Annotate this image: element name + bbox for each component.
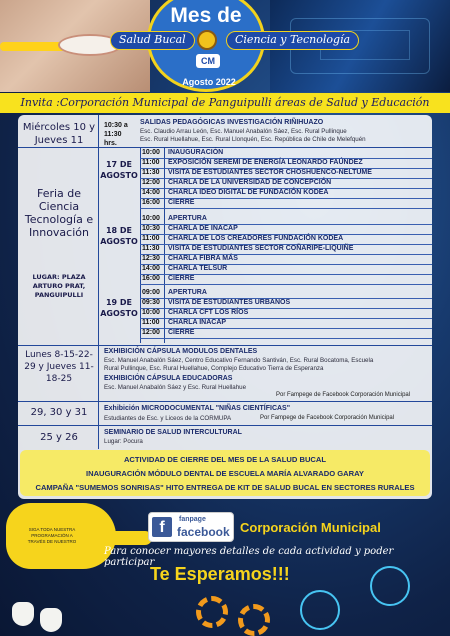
facebook-fanpage-link[interactable] <box>148 512 234 542</box>
schools-s1-line2: Esc. Rural Huellahue, Esc. Rural Llonquén, Esc. República de Chile de Melefquén <box>140 136 366 143</box>
fanpage-note-s3: Por Fampege de Facebook Corporación Municipal <box>276 392 411 398</box>
schedule-event: CIERRE <box>168 275 195 282</box>
schedule-event: CHARLA FIBRA MÁS <box>168 255 238 262</box>
event-s3-title2: EXHIBICIÓN CÁPSULA EDUCADORAS <box>104 375 233 382</box>
schedule-event: VISITA DE ESTUDIANTES URBANOS <box>168 299 291 306</box>
schools-s3-line1: Esc. Manuel Anabalón Sáez, Centro Educativo Fernando Santiván, Esc. Rural Bocatoma, Escuela <box>104 357 374 364</box>
schedule-time: 16:00 <box>142 275 160 282</box>
schedule-event: CHARLA CFT LOS RÍOS <box>168 309 249 316</box>
date-s4: 29, 30 y 31 <box>30 407 88 418</box>
schedule-event: CHARLA DE INACAP <box>168 225 238 232</box>
schedule-event: CHARLA INACAP <box>168 319 227 326</box>
divider <box>98 115 99 347</box>
students-s4: Estudiantes de Esc. y Liceos de la CORMUPA <box>104 415 232 422</box>
schedule-time: 10:00 <box>142 309 160 316</box>
tooth-icon <box>40 608 62 632</box>
fanpage-label: fanpage <box>179 516 206 523</box>
divider <box>18 425 432 426</box>
schedule-event: INAUGURACIÓN <box>168 149 224 156</box>
divider <box>98 425 99 449</box>
schedule-time: 11:00 <box>142 319 160 326</box>
divider <box>98 345 99 401</box>
schedule-time: 16:00 <box>142 199 160 206</box>
corporacion-label: Corporación Municipal <box>240 520 381 535</box>
schedule-time: 11:00 <box>142 235 160 242</box>
facebook-icon: f <box>152 517 172 537</box>
schedule-time: 12:00 <box>142 329 160 336</box>
schedule-time: 11:30 <box>142 245 160 252</box>
feria-lugar: LUGAR: PLAZA ARTURO PRAT, PANGUIPULLI <box>32 273 86 299</box>
gear-icon <box>196 596 228 628</box>
schedule-event: CIERRE <box>168 329 195 336</box>
divider <box>18 401 432 402</box>
divider <box>98 401 99 425</box>
date-18-agosto: 18 DE AGOSTO <box>100 226 138 246</box>
closing-banner <box>20 450 430 496</box>
schedule-time: 12:30 <box>142 255 160 262</box>
schedule-event: EXPOSICIÓN SEREMI DE ENERGÍA LEONARDO FAÚNDEZ <box>168 159 363 166</box>
schedule-event: APERTURA <box>168 289 207 296</box>
schedule-time: 09:00 <box>142 289 160 296</box>
schedule-event: APERTURA <box>168 215 207 222</box>
event-s4: Exhibición MICRODOCUMENTAL "NIÑAS CIENTÍFICAS" <box>104 405 291 412</box>
schedule-event: CHARLA TELSUR <box>168 265 228 272</box>
divider <box>140 147 141 343</box>
closing-line-2: INAUGURACIÓN MÓDULO DENTAL DE ESCUELA MARÍA ALVARADO GARAY <box>85 469 364 478</box>
schedule-board <box>18 115 432 499</box>
fanpage-note-s4: Por Fampege de Facebook Corporación Municipal <box>260 415 395 421</box>
schools-s3-line3: Esc. Manuel Anabalón Sáez y Esc. Rural Huellahue <box>104 384 247 391</box>
row-divider <box>140 208 432 209</box>
pill-salud-bucal: Salud Bucal <box>110 31 195 50</box>
atom-icon <box>300 590 340 630</box>
schedule-time: 12:00 <box>142 179 160 186</box>
date-tag: Agosto 2022 <box>182 77 236 87</box>
schedule-time: 11:00 <box>142 159 160 166</box>
date-s3: Lunes 8-15-22-29 y Jueves 11-18-25 <box>24 350 94 384</box>
invite-banner: Invita :Corporación Municipal de Panguipulli áreas de Salud y Educación <box>0 93 450 113</box>
schedule-event: VISITA DE ESTUDIANTES SECTOR COÑARIPE-LIQUIÑE <box>168 245 354 252</box>
place-s5: Lugar: Pocura <box>104 438 143 445</box>
brain-icon <box>197 30 217 50</box>
schedule-time: 10:00 <box>142 149 160 156</box>
schools-s1-line1: Esc. Claudio Arrau León, Esc. Manuel Anabalón Sáez, Esc. Rural Pullinque <box>140 128 347 135</box>
follow-text: SIGA TODA NUESTRA PROGRAMACIÓN A TRAVÉS DE NUESTRO <box>27 527 77 544</box>
closing-line-1: ACTIVIDAD DE CIERRE DEL MES DE LA SALUD BUCAL <box>123 455 327 464</box>
details-text: Para conocer mayores detalles de cada actividad y poder participar <box>104 546 394 568</box>
schools-s3-line2: Rural Pullinque, Esc. Rural Huellahue, Complejo Educativo Tierra de Esperanza <box>104 365 324 372</box>
divider <box>18 147 432 148</box>
gear-icon <box>238 604 270 636</box>
feria-title: Feria de Ciencia Tecnología e Innovación <box>24 187 94 239</box>
schedule-event: CHARLA DE LOS CREADORES FUNDACIÓN KODEA <box>168 235 344 242</box>
event-s5: SEMINARIO DE SALUD INTERCULTURAL <box>104 429 242 436</box>
schedule-time: 14:00 <box>142 265 160 272</box>
divider <box>18 345 432 346</box>
schedule-event: VISITA DE ESTUDIANTES SECTOR CHOSHUENCO-NELTUME <box>168 169 372 176</box>
row-divider <box>140 284 432 285</box>
schedule-event: CHARLA IDEO DIGITAL DE FUNDACIÓN KODEA <box>168 189 329 196</box>
date-19-agosto: 19 DE AGOSTO <box>100 298 138 318</box>
schedule-event: CHARLA DE LA UNIVERSIDAD DE CONCEPCIÓN <box>168 179 332 186</box>
facebook-label: facebook <box>177 525 230 539</box>
date-17-agosto: 17 DE AGOSTO <box>100 160 138 180</box>
tooth-icon <box>12 602 34 626</box>
cm-logo: CM <box>196 54 220 68</box>
divider <box>164 147 165 343</box>
date-s1: Miércoles 10 y Jueves 11 <box>22 122 96 146</box>
schedule-time: 10:00 <box>142 215 160 222</box>
row-divider <box>140 338 432 339</box>
schedule-time: 09:30 <box>142 299 160 306</box>
time-s1: 10:30 a 11:30 hrs. <box>104 122 128 147</box>
schedule-time: 14:00 <box>142 189 160 196</box>
atom-icon <box>370 566 410 606</box>
schedule-time: 11:30 <box>142 169 160 176</box>
te-esperamos: Te Esperamos!!! <box>150 564 290 584</box>
closing-line-3: CAMPAÑA "SUMEMOS SONRISAS" HITO ENTREGA DE KIT DE SALUD BUCAL EN SECTORES RURALES <box>35 483 415 492</box>
poster-title: Mes de <box>170 4 242 27</box>
date-s5: 25 y 26 <box>40 432 78 443</box>
event-s1: SALIDAS PEDAGÓGICAS INVESTIGACIÓN RIÑIHUAZO <box>140 119 324 126</box>
pill-ciencia-tecnologia: Ciencia y Tecnología <box>226 31 359 50</box>
event-s3-title1: EXHIBICIÓN CÁPSULA MODULOS DENTALES <box>104 348 258 355</box>
schedule-event: CIERRE <box>168 199 195 206</box>
schedule-time: 10:30 <box>142 225 160 232</box>
